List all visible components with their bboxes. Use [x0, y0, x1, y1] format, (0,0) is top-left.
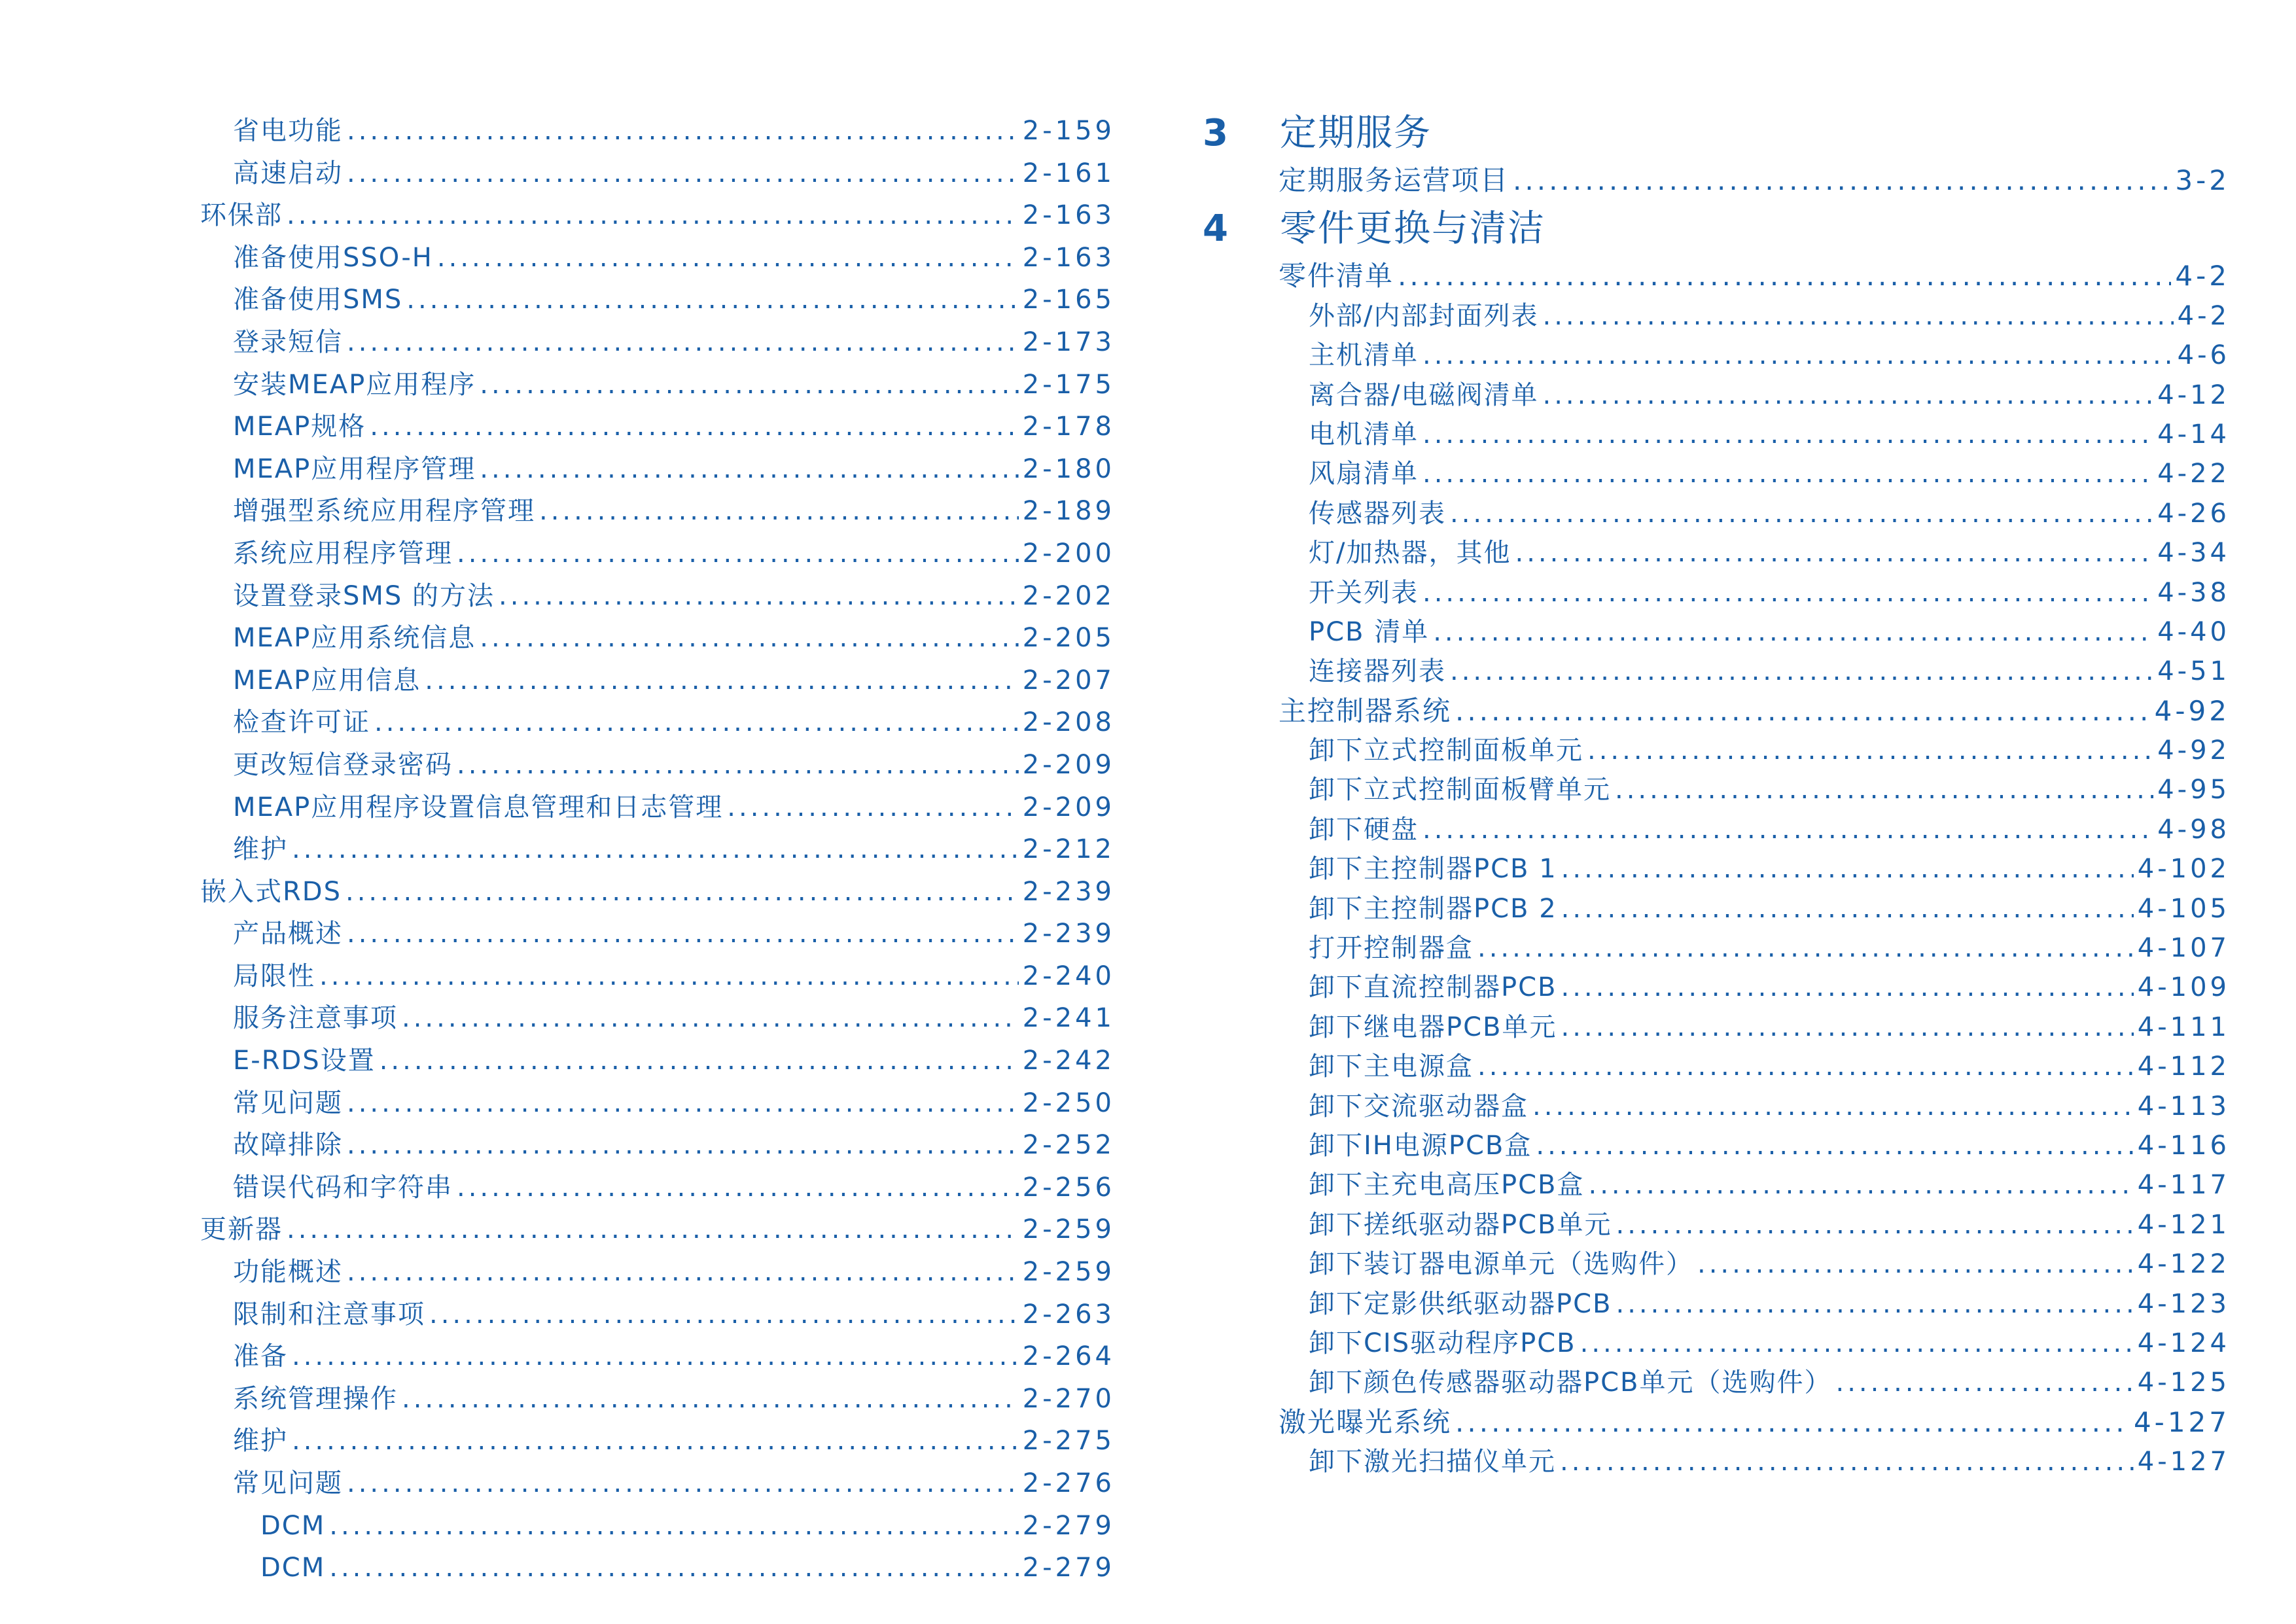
toc-entry-page: 4-116	[2137, 1130, 2230, 1161]
toc-entry[interactable]	[200, 533, 1115, 575]
toc-entry[interactable]	[200, 955, 1115, 998]
toc-entry[interactable]	[1197, 1403, 2230, 1442]
toc-entry-page: 2-239	[1022, 876, 1115, 907]
chapter-title: 定期服务	[1280, 112, 1432, 154]
toc-right-column	[1197, 105, 2230, 1482]
toc-entry-page: 4-51	[2157, 656, 2230, 687]
toc-entry-label: 卸下主电源盒	[1309, 1051, 1474, 1082]
toc-entry-page: 2-252	[1022, 1130, 1115, 1161]
dot-leader	[329, 1547, 1019, 1589]
toc-entry-page: 4-92	[2157, 735, 2230, 766]
toc-entry-label: 嵌入式RDS	[200, 876, 342, 907]
dot-leader	[347, 1082, 1019, 1125]
toc-entry[interactable]	[200, 1462, 1115, 1505]
toc-entry-label: 卸下硬盘	[1309, 814, 1419, 845]
toc-entry-label: 主机清单	[1309, 340, 1419, 371]
toc-entry[interactable]	[200, 1378, 1115, 1421]
toc-entry-label: 主控制器系统	[1279, 694, 1452, 727]
toc-entry-label: 开关列表	[1309, 577, 1419, 608]
dot-leader	[1561, 849, 2134, 889]
toc-entry[interactable]	[1197, 494, 2230, 533]
toc-left-column	[200, 110, 1115, 1589]
dot-leader	[1450, 652, 2153, 691]
toc-entry-page: 2-200	[1022, 538, 1115, 569]
toc-entry-page: 4-109	[2137, 972, 2230, 1003]
toc-entry-label: 风扇清单	[1309, 459, 1419, 489]
toc-entry-page: 2-175	[1022, 369, 1115, 400]
dot-leader	[345, 871, 1019, 913]
toc-entry[interactable]	[200, 279, 1115, 321]
toc-entry[interactable]	[200, 1209, 1115, 1251]
toc-entry-page: 2-209	[1022, 749, 1115, 780]
toc-entry-label: 电机清单	[1309, 419, 1419, 450]
dot-leader	[1532, 1087, 2134, 1126]
dot-leader	[1542, 376, 2153, 415]
toc-entry-label: 高速启动	[233, 158, 343, 188]
toc-entry-page: 2-279	[1022, 1510, 1115, 1541]
toc-entry-label: 卸下颜色传感器驱动器PCB单元（选购件）	[1309, 1368, 1832, 1398]
toc-entry-label: 设置登录SMS 的方法	[233, 580, 495, 611]
dot-leader	[347, 913, 1019, 955]
toc-entry-page: 2-180	[1022, 453, 1115, 484]
dot-leader	[480, 617, 1018, 660]
toc-entry[interactable]	[200, 448, 1115, 491]
chapter-4-entries	[1197, 256, 2230, 1481]
dot-leader	[1561, 889, 2134, 928]
toc-entry-label: 卸下CIS驱动程序PCB	[1309, 1328, 1576, 1358]
toc-entry-page: 4-2	[2175, 260, 2230, 292]
toc-entry[interactable]	[200, 1040, 1115, 1082]
chapter-title: 零件更换与清洁	[1280, 207, 1545, 251]
toc-entry-page: 2-202	[1022, 580, 1115, 611]
toc-entry-page: 4-22	[2157, 459, 2230, 489]
toc-entry-page: 2-209	[1022, 792, 1115, 822]
toc-entry-page: 2-163	[1022, 200, 1115, 231]
toc-entry[interactable]	[1197, 731, 2230, 770]
toc-entry-label: 激光曝光系统	[1279, 1405, 1452, 1438]
toc-entry[interactable]	[1197, 1284, 2230, 1324]
toc-entry[interactable]	[200, 913, 1115, 955]
toc-entry[interactable]	[200, 406, 1115, 448]
toc-entry-label: 卸下主控制器PCB 2	[1309, 893, 1557, 924]
dot-leader	[347, 321, 1019, 364]
toc-entry-page: 4-34	[2157, 538, 2230, 569]
toc-entry[interactable]	[200, 110, 1115, 152]
toc-entry-label: 服务注意事项	[233, 1003, 398, 1034]
dot-leader	[1433, 612, 2153, 652]
toc-entry[interactable]	[1197, 161, 2230, 200]
toc-entry-label: 离合器/电磁阀清单	[1309, 380, 1539, 410]
toc-entry[interactable]	[1197, 415, 2230, 454]
toc-entry[interactable]	[1197, 810, 2230, 849]
toc-entry-page: 2-239	[1022, 919, 1115, 949]
toc-entry-page: 4-113	[2137, 1091, 2230, 1121]
toc-entry-page: 4-123	[2137, 1288, 2230, 1319]
dot-leader	[1589, 1165, 2134, 1205]
toc-entry-label: 功能概述	[233, 1257, 343, 1288]
toc-entry-page: 4-127	[2133, 1405, 2230, 1438]
toc-entry-page: 2-256	[1022, 1172, 1115, 1203]
chapter-number: 4	[1203, 207, 1228, 251]
toc-entry-label: 卸下立式控制面板单元	[1309, 735, 1583, 766]
toc-entry-label: PCB 清单	[1309, 616, 1430, 647]
dot-leader	[347, 1462, 1019, 1505]
toc-entry-page: 4-102	[2137, 854, 2230, 885]
toc-entry-label: 故障排除	[233, 1130, 343, 1161]
toc-entry-page: 2-205	[1022, 623, 1115, 654]
dot-leader	[406, 279, 1018, 321]
dot-leader	[1422, 573, 2153, 612]
dot-leader	[347, 1124, 1019, 1167]
toc-entry-page: 2-240	[1022, 961, 1115, 991]
toc-entry[interactable]	[200, 575, 1115, 618]
dot-leader	[425, 660, 1018, 702]
toc-entry-label: 产品概述	[233, 919, 343, 949]
toc-entry-page: 2-242	[1022, 1046, 1115, 1076]
dot-leader	[1455, 692, 2151, 731]
toc-entry-page: 2-276	[1022, 1468, 1115, 1498]
dot-leader	[347, 1251, 1019, 1294]
toc-entry-label: 卸下立式控制面板臂单元	[1309, 775, 1611, 805]
toc-entry-label: 准备使用SMS	[233, 285, 403, 315]
toc-entry-page: 2-259	[1022, 1257, 1115, 1288]
toc-entry[interactable]	[1197, 1205, 2230, 1244]
dot-leader	[402, 997, 1019, 1040]
toc-entry-page: 2-279	[1022, 1553, 1115, 1583]
toc-entry[interactable]	[1197, 376, 2230, 415]
toc-entry[interactable]	[1197, 1008, 2230, 1047]
chapter-number: 3	[1203, 112, 1228, 154]
toc-entry[interactable]	[200, 1547, 1115, 1589]
toc-entry[interactable]	[200, 364, 1115, 406]
dot-leader	[1422, 415, 2153, 454]
toc-entry-page: 2-165	[1022, 285, 1115, 315]
toc-entry-page: 4-95	[2157, 775, 2230, 805]
chapter-4-heading	[1197, 203, 2230, 255]
toc-entry[interactable]	[1197, 296, 2230, 336]
toc-entry[interactable]	[200, 194, 1115, 237]
toc-entry-label: 系统应用程序管理	[233, 538, 453, 569]
toc-entry-label: 定期服务运营项目	[1279, 164, 1510, 196]
dot-leader	[457, 1167, 1019, 1209]
toc-entry-label: 检查许可证	[233, 707, 370, 738]
toc-entry[interactable]	[1197, 1087, 2230, 1126]
toc-entry-page: 2-189	[1022, 496, 1115, 527]
toc-entry-label: 卸下继电器PCB单元	[1309, 1012, 1557, 1042]
toc-entry-page: 4-98	[2157, 814, 2230, 845]
dot-leader	[287, 1209, 1019, 1251]
toc-entry[interactable]	[200, 1082, 1115, 1125]
toc-entry[interactable]	[200, 490, 1115, 533]
toc-entry[interactable]	[1197, 1363, 2230, 1402]
toc-entry[interactable]	[1197, 692, 2230, 731]
toc-entry[interactable]	[200, 1505, 1115, 1547]
dot-leader	[319, 955, 1019, 998]
toc-entry-label: 更改短信登录密码	[233, 749, 453, 780]
toc-entry-label: DCM	[260, 1553, 326, 1583]
dot-leader	[1422, 336, 2174, 375]
dot-leader	[457, 744, 1019, 786]
toc-entry-page: 2-178	[1022, 412, 1115, 442]
toc-entry-page: 2-241	[1022, 1003, 1115, 1034]
toc-entry[interactable]	[1197, 256, 2230, 296]
dot-leader	[1477, 928, 2134, 968]
dot-leader	[1422, 454, 2153, 493]
toc-entry-label: 卸下交流驱动器盒	[1309, 1091, 1528, 1121]
toc-entry-page: 4-125	[2137, 1368, 2230, 1398]
toc-entry[interactable]	[1197, 1442, 2230, 1481]
toc-entry[interactable]	[200, 152, 1115, 195]
dot-leader	[480, 364, 1018, 406]
toc-entry-label: 卸下搓纸驱动器PCB单元	[1309, 1209, 1612, 1240]
toc-entry[interactable]	[1197, 1126, 2230, 1165]
toc-entry-page: 2-163	[1022, 242, 1115, 273]
toc-entry-page: 2-275	[1022, 1426, 1115, 1456]
dot-leader	[402, 1378, 1019, 1421]
toc-entry[interactable]	[200, 617, 1115, 660]
dot-leader	[292, 1335, 1019, 1378]
toc-entry-page: 2-159	[1022, 116, 1115, 146]
toc-entry[interactable]	[200, 701, 1115, 744]
toc-entry-page: 4-14	[2157, 419, 2230, 450]
dot-leader	[1560, 1442, 2134, 1481]
toc-entry-page: 2-270	[1022, 1383, 1115, 1414]
toc-entry-page: 4-105	[2137, 893, 2230, 924]
dot-leader	[429, 1294, 1019, 1336]
toc-entry[interactable]	[1197, 770, 2230, 809]
toc-entry[interactable]	[200, 871, 1115, 913]
toc-entry-label: 限制和注意事项	[233, 1299, 425, 1330]
dot-leader	[1615, 770, 2153, 809]
toc-entry[interactable]	[200, 321, 1115, 364]
dot-leader	[1616, 1284, 2134, 1324]
dot-leader	[1455, 1403, 2130, 1442]
toc-entry[interactable]	[1197, 1047, 2230, 1086]
dot-leader	[1450, 494, 2153, 533]
toc-entry-label: 卸下定影供纸驱动器PCB	[1309, 1288, 1612, 1319]
dot-leader	[1587, 731, 2153, 770]
toc-entry-page: 4-117	[2137, 1170, 2230, 1201]
dot-leader	[480, 448, 1018, 491]
toc-entry-label: MEAP应用程序设置信息管理和日志管理	[233, 792, 724, 822]
toc-entry-page: 4-127	[2137, 1447, 2230, 1477]
toc-entry[interactable]	[1197, 652, 2230, 691]
toc-entry-page: 2-263	[1022, 1299, 1115, 1330]
toc-entry-page: 3-2	[2175, 164, 2230, 196]
toc-entry-label: 卸下直流控制器PCB	[1309, 972, 1557, 1003]
toc-entry[interactable]	[200, 1167, 1115, 1209]
toc-entry-label: 系统管理操作	[233, 1383, 398, 1414]
dot-leader	[437, 237, 1019, 279]
toc-entry[interactable]	[1197, 928, 2230, 968]
toc-entry-page: 2-212	[1022, 834, 1115, 865]
dot-leader	[1697, 1244, 2134, 1284]
dot-leader	[1536, 1126, 2133, 1165]
toc-entry-label: 连接器列表	[1309, 656, 1446, 687]
toc-entry-label: DCM	[260, 1510, 326, 1541]
toc-entry-label: 维护	[233, 834, 288, 865]
dot-leader	[1542, 296, 2173, 336]
toc-entry-label: 打开控制器盒	[1309, 933, 1474, 964]
dot-leader	[457, 533, 1019, 575]
toc-entry-label: 更新器	[200, 1214, 283, 1245]
dot-leader	[1616, 1205, 2134, 1244]
toc-entry-page: 4-92	[2154, 694, 2230, 727]
toc-entry[interactable]	[1197, 533, 2230, 573]
toc-entry-page: 4-38	[2157, 577, 2230, 608]
toc-entry-page: 4-122	[2137, 1249, 2230, 1280]
toc-entry-label: 卸下IH电源PCB盒	[1309, 1130, 1532, 1161]
toc-entry[interactable]	[1197, 612, 2230, 652]
toc-entry-label: 灯/加热器，其他	[1309, 538, 1511, 569]
dot-leader	[380, 1040, 1019, 1082]
dot-leader	[329, 1505, 1019, 1547]
toc-entry-label: E-RDS设置	[233, 1046, 376, 1076]
toc-entry-page: 2-208	[1022, 707, 1115, 738]
toc-entry[interactable]	[1197, 1165, 2230, 1205]
toc-entry[interactable]	[1197, 573, 2230, 612]
toc-entry-page: 4-2	[2177, 300, 2230, 331]
dot-leader	[1398, 256, 2171, 296]
toc-entry-page: 2-161	[1022, 158, 1115, 188]
toc-entry-label: 登录短信	[233, 327, 343, 357]
toc-entry-label: MEAP规格	[233, 412, 366, 442]
toc-entry[interactable]	[200, 237, 1115, 279]
toc-entry[interactable]	[200, 1124, 1115, 1167]
dot-leader	[499, 575, 1019, 618]
toc-entry-label: 省电功能	[233, 116, 343, 146]
toc-entry-label: 卸下主充电高压PCB盒	[1309, 1170, 1585, 1201]
dot-leader	[292, 828, 1019, 871]
toc-entry-label: 安装MEAP应用程序	[233, 369, 476, 400]
toc-entry-label: MEAP应用信息	[233, 665, 421, 696]
toc-entry[interactable]	[200, 1294, 1115, 1336]
chapter-3-entries	[1197, 161, 2230, 200]
dot-leader	[1561, 968, 2134, 1007]
toc-entry-page: 2-259	[1022, 1214, 1115, 1245]
toc-entry-label: 环保部	[200, 200, 283, 231]
toc-entry[interactable]	[1197, 1244, 2230, 1284]
toc-entry-label: 外部/内部封面列表	[1309, 300, 1539, 331]
toc-entry[interactable]	[1197, 849, 2230, 889]
toc-entry-page: 4-124	[2137, 1328, 2230, 1358]
dot-leader	[1580, 1324, 2134, 1363]
toc-entry-page: 4-121	[2137, 1209, 2230, 1240]
toc-entry-label: 局限性	[233, 961, 315, 991]
toc-entry-label: 增强型系统应用程序管理	[233, 496, 535, 527]
toc-entry-label: MEAP应用系统信息	[233, 623, 476, 654]
toc-entry-label: 准备	[233, 1341, 288, 1372]
toc-entry[interactable]	[200, 828, 1115, 871]
toc-entry[interactable]	[200, 1251, 1115, 1294]
toc-entry-label: 错误代码和字符串	[233, 1172, 453, 1203]
dot-leader	[374, 701, 1019, 744]
toc-entry[interactable]	[200, 744, 1115, 786]
toc-entry-label: 常见问题	[233, 1087, 343, 1118]
dot-leader	[1513, 161, 2171, 200]
dot-leader	[370, 406, 1018, 448]
toc-entry-label: 维护	[233, 1426, 288, 1456]
toc-entry-page: 4-111	[2137, 1012, 2230, 1042]
toc-entry-page: 4-112	[2137, 1051, 2230, 1082]
toc-entry-page: 2-207	[1022, 665, 1115, 696]
toc-entry[interactable]	[1197, 336, 2230, 375]
chapter-3-heading	[1197, 107, 2230, 160]
toc-entry-label: 卸下装订器电源单元（选购件）	[1309, 1249, 1693, 1280]
toc-entry-page: 2-173	[1022, 327, 1115, 357]
dot-leader	[347, 152, 1019, 195]
toc-entry[interactable]	[200, 786, 1115, 829]
toc-entry-page: 4-26	[2157, 498, 2230, 529]
toc-entry-page: 4-6	[2177, 340, 2230, 371]
dot-leader	[539, 490, 1019, 533]
toc-entry-page: 4-40	[2157, 616, 2230, 647]
toc-entry-label: 卸下主控制器PCB 1	[1309, 854, 1557, 885]
toc-entry[interactable]	[1197, 889, 2230, 928]
toc-entry-label: 卸下激光扫描仪单元	[1309, 1447, 1556, 1477]
dot-leader	[347, 110, 1019, 152]
toc-entry[interactable]	[1197, 454, 2230, 493]
toc-entry[interactable]	[200, 660, 1115, 702]
dot-leader	[1477, 1047, 2134, 1086]
dot-leader	[1422, 810, 2153, 849]
toc-entry-label: MEAP应用程序管理	[233, 453, 476, 484]
toc-entry[interactable]	[1197, 968, 2230, 1007]
toc-entry[interactable]	[1197, 1324, 2230, 1363]
toc-entry[interactable]	[200, 997, 1115, 1040]
toc-entry-page: 4-12	[2157, 380, 2230, 410]
dot-leader	[1836, 1363, 2134, 1402]
toc-entry[interactable]	[200, 1335, 1115, 1378]
dot-leader	[1515, 533, 2153, 573]
toc-entry-page: 4-107	[2137, 933, 2230, 964]
toc-entry-label: 准备使用SSO-H	[233, 242, 433, 273]
dot-leader	[292, 1420, 1019, 1462]
toc-entry-label: 常见问题	[233, 1468, 343, 1498]
toc-entry[interactable]	[200, 1420, 1115, 1462]
dot-leader	[727, 786, 1018, 829]
toc-entry-label: 零件清单	[1279, 260, 1394, 292]
toc-entry-page: 2-264	[1022, 1341, 1115, 1372]
dot-leader	[1561, 1008, 2134, 1047]
toc-entry-page: 2-250	[1022, 1087, 1115, 1118]
dot-leader	[287, 194, 1019, 237]
toc-entry-label: 传感器列表	[1309, 498, 1446, 529]
